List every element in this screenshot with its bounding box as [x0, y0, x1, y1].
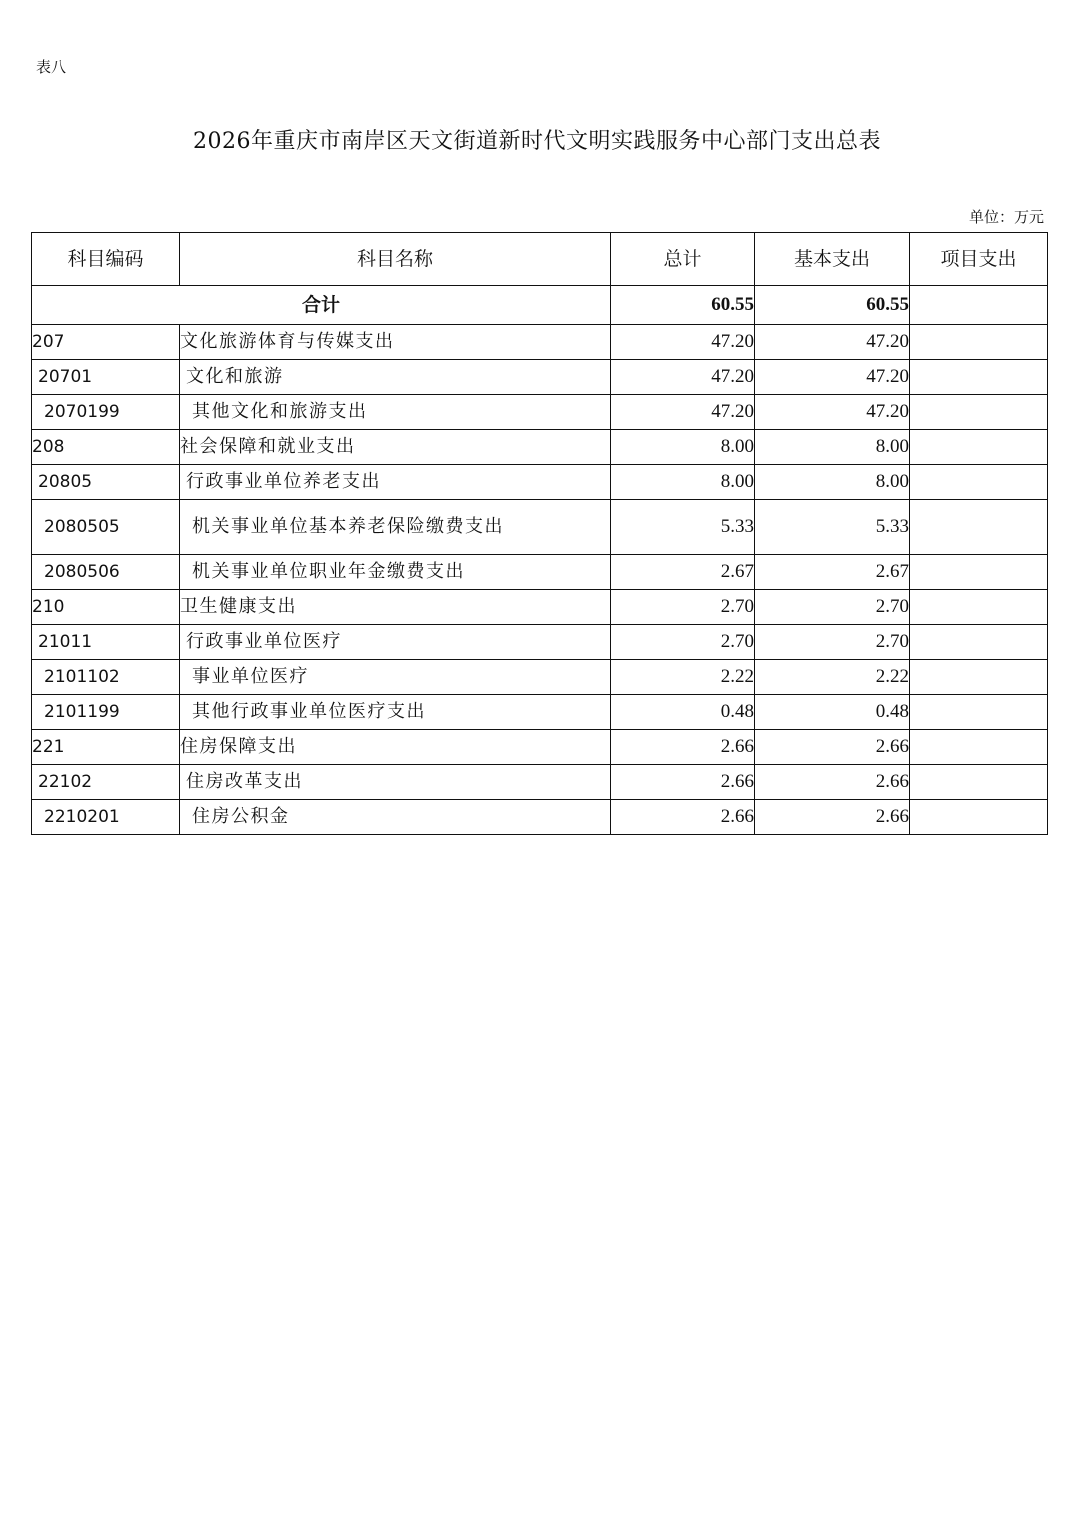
row-total: 2.66: [611, 765, 755, 800]
table-row: [32, 360, 1048, 395]
header-basic: 基本支出: [755, 233, 910, 286]
total-basic-amount: 60.55: [755, 286, 910, 325]
row-code: 208: [32, 430, 180, 465]
row-basic: 47.20: [755, 395, 910, 430]
row-basic: 8.00: [755, 465, 910, 500]
row-name: 文化旅游体育与传媒支出: [180, 325, 611, 360]
row-basic: 2.70: [755, 590, 910, 625]
row-total: 2.70: [611, 625, 755, 660]
row-name: 卫生健康支出: [180, 590, 611, 625]
row-code: 2101102: [44, 667, 120, 687]
row-name: 行政事业单位医疗: [186, 631, 342, 652]
row-name: 其他文化和旅游支出: [192, 401, 368, 422]
total-label: 合计: [32, 286, 611, 325]
row-basic: 8.00: [755, 430, 910, 465]
table-row: [32, 695, 1048, 730]
row-code: 2101199: [44, 702, 120, 722]
row-basic: 2.70: [755, 625, 910, 660]
row-project: [910, 465, 1048, 500]
row-project: [910, 325, 1048, 360]
row-project: [910, 625, 1048, 660]
row-total: 2.22: [611, 660, 755, 695]
row-total: 2.66: [611, 800, 755, 835]
row-basic: 5.33: [755, 500, 910, 555]
row-total: 47.20: [611, 395, 755, 430]
row-code: 210: [32, 590, 180, 625]
row-code: 20701: [38, 367, 93, 387]
table-row: [32, 500, 1048, 555]
header-name: 科目名称: [180, 233, 611, 286]
row-basic: 2.67: [755, 555, 910, 590]
table-row: [32, 395, 1048, 430]
row-project: [910, 430, 1048, 465]
row-name: 住房保障支出: [180, 730, 611, 765]
row-total: 8.00: [611, 465, 755, 500]
row-total: 5.33: [611, 500, 755, 555]
row-total: 2.67: [611, 555, 755, 590]
row-code: 2070199: [44, 402, 120, 422]
row-total: 47.20: [611, 360, 755, 395]
row-project: [910, 800, 1048, 835]
row-project: [910, 360, 1048, 395]
row-name: 事业单位医疗: [192, 666, 309, 687]
expenditure-table: [31, 232, 1048, 835]
row-project: [910, 765, 1048, 800]
table-row: [32, 660, 1048, 695]
row-name: 其他行政事业单位医疗支出: [192, 701, 426, 722]
row-code: 2080506: [44, 562, 120, 582]
row-total: 8.00: [611, 430, 755, 465]
row-name: 文化和旅游: [186, 366, 284, 387]
row-name: 机关事业单位基本养老保险缴费支出: [192, 516, 504, 537]
row-total: 2.66: [611, 730, 755, 765]
row-code: 20805: [38, 472, 93, 492]
row-code: 221: [32, 730, 180, 765]
table-row: [32, 800, 1048, 835]
row-project: [910, 590, 1048, 625]
row-code: 207: [32, 325, 180, 360]
table-row: [32, 765, 1048, 800]
table-row: [32, 730, 1048, 765]
row-basic: 47.20: [755, 325, 910, 360]
row-basic: 2.66: [755, 765, 910, 800]
row-project: [910, 660, 1048, 695]
header-row: [32, 233, 1048, 286]
table-label: 表八: [36, 58, 67, 76]
header-code: 科目编码: [32, 233, 180, 286]
table-row: [32, 430, 1048, 465]
row-basic: 47.20: [755, 360, 910, 395]
table-row: [32, 465, 1048, 500]
row-name: 社会保障和就业支出: [180, 430, 611, 465]
row-code: 2080505: [44, 517, 120, 537]
row-code: 22102: [38, 772, 93, 792]
row-project: [910, 500, 1048, 555]
row-code: 21011: [38, 632, 93, 652]
row-project: [910, 730, 1048, 765]
total-row: [32, 286, 1048, 325]
row-total: 2.70: [611, 590, 755, 625]
unit-note: 单位：万元: [968, 208, 1044, 226]
table-row: [32, 590, 1048, 625]
row-total: 0.48: [611, 695, 755, 730]
row-name: 行政事业单位养老支出: [186, 471, 381, 492]
header-project: 项目支出: [910, 233, 1048, 286]
total-project-amount: [910, 286, 1048, 325]
table-row: [32, 325, 1048, 360]
row-basic: 2.22: [755, 660, 910, 695]
row-name: 住房公积金: [192, 806, 290, 827]
row-project: [910, 695, 1048, 730]
table-row: [32, 555, 1048, 590]
row-project: [910, 395, 1048, 430]
table-row: [32, 625, 1048, 660]
row-name: 机关事业单位职业年金缴费支出: [192, 561, 465, 582]
page-title: 2026年重庆市南岸区天文街道新时代文明实践服务中心部门支出总表: [193, 129, 881, 154]
row-project: [910, 555, 1048, 590]
header-total: 总计: [611, 233, 755, 286]
row-name: 住房改革支出: [186, 771, 303, 792]
row-basic: 2.66: [755, 730, 910, 765]
row-basic: 2.66: [755, 800, 910, 835]
row-total: 47.20: [611, 325, 755, 360]
total-amount: 60.55: [611, 286, 755, 325]
row-code: 2210201: [44, 807, 120, 827]
row-basic: 0.48: [755, 695, 910, 730]
